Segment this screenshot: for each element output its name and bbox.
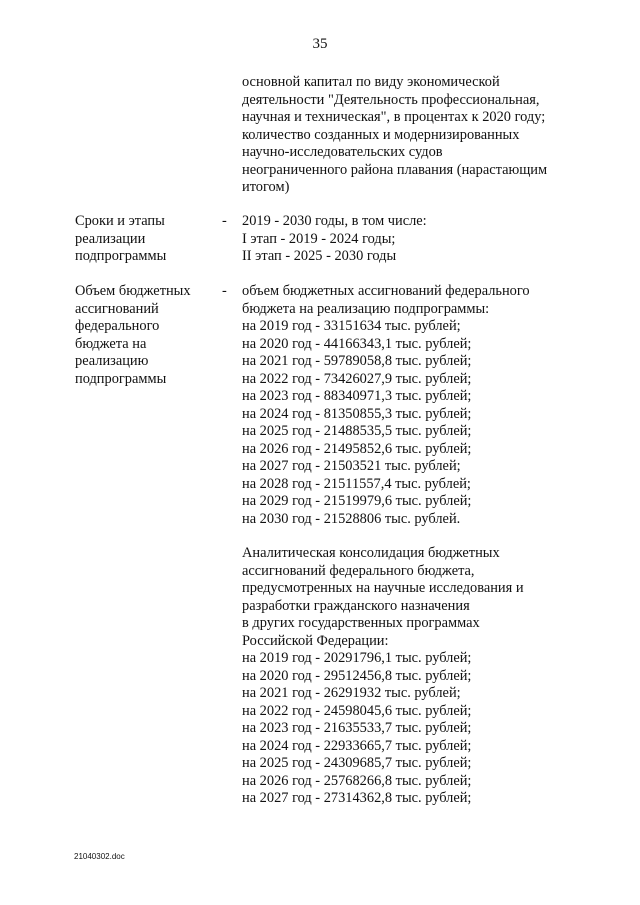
text-line: на 2019 год - 33151634 тыс. рублей; [242,318,461,334]
text-line: II этап - 2025 - 2030 годы [242,248,397,264]
text-line: на 2028 год - 21511557,4 тыс. рублей; [242,475,471,492]
text-line: научная и техническая", в процентах к 2020 году; [242,109,546,125]
budget-text [242,283,632,528]
text-line: в других государственных программах [242,615,480,631]
text-line: Российской Федерации: [242,632,389,649]
text-line: на 2024 год - 22933665,7 тыс. рублей; [242,737,472,754]
budget-label [75,283,215,388]
text-line: Сроки и этапы [75,213,165,229]
text-line: ассигнований федерального бюджета, [242,562,475,579]
text-line: итогом) [242,179,290,195]
text-line: федерального [75,318,160,334]
text-line: предусмотренных на научные исследования и [242,580,524,596]
text-line: на 2024 год - 81350855,3 тыс. рублей; [242,405,472,422]
text-line: на 2026 год - 21495852,6 тыс. рублей; [242,440,472,457]
stages-label [75,213,215,266]
text-line: Аналитическая консолидация бюджетных [242,545,500,561]
text-line: на 2029 год - 21519979,6 тыс. рублей; [242,493,472,509]
text-line: на 2025 год - 24309685,7 тыс. рублей; [242,755,472,771]
budget-dash: - [222,283,227,299]
footer-filename: 21040302.doc [74,852,125,861]
stages-dash: - [222,213,227,229]
text-line: на 2021 год - 59789058,8 тыс. рублей; [242,353,472,369]
text-line: основной капитал по виду экономической [242,74,500,90]
text-line: Объем бюджетных [75,283,191,299]
page-number: 35 [312,36,328,52]
text-line: на 2027 год - 27314362,8 тыс. рублей; [242,790,472,806]
text-line: на 2021 год - 26291932 тыс. рублей; [242,685,461,701]
text-line: на 2022 год - 73426027,9 тыс. рублей; [242,370,472,387]
text-line: количество созданных и модернизированных [242,126,520,143]
intro-text [242,74,632,197]
text-line: реализацию [75,353,149,369]
text-line: на 2027 год - 21503521 тыс. рублей; [242,458,461,474]
text-line: бюджета на [75,335,147,352]
text-line: реализации [75,230,146,247]
analytic-text [242,545,632,808]
text-line: на 2026 год - 25768266,8 тыс. рублей; [242,772,472,789]
text-line: ассигнований [75,300,159,317]
text-line: научно-исследовательских судов [242,144,443,160]
text-line: 2019 - 2030 годы, в том числе: [242,213,427,229]
text-line: на 2019 год - 20291796,1 тыс. рублей; [242,650,472,666]
text-line: подпрограммы [75,370,167,387]
text-line: подпрограммы [75,248,167,264]
text-line: на 2023 год - 88340971,3 тыс. рублей; [242,388,472,404]
text-line: на 2020 год - 29512456,8 тыс. рублей; [242,667,472,684]
text-line: I этап - 2019 - 2024 годы; [242,230,396,247]
text-line: на 2025 год - 21488535,5 тыс. рублей; [242,423,472,439]
text-line: на 2030 год - 21528806 тыс. рублей. [242,510,461,527]
stages-text [242,213,632,266]
text-line: объем бюджетных ассигнований федерального [242,283,530,299]
text-line: на 2020 год - 44166343,1 тыс. рублей; [242,335,472,352]
text-line: на 2022 год - 24598045,6 тыс. рублей; [242,702,472,719]
text-line: разработки гражданского назначения [242,597,470,614]
text-line: бюджета на реализацию подпрограммы: [242,300,490,317]
text-line: неограниченного района плавания (нарастающим [242,161,548,178]
text-line: деятельности "Деятельность профессиональная, [242,91,540,108]
text-line: на 2023 год - 21635533,7 тыс. рублей; [242,720,472,736]
